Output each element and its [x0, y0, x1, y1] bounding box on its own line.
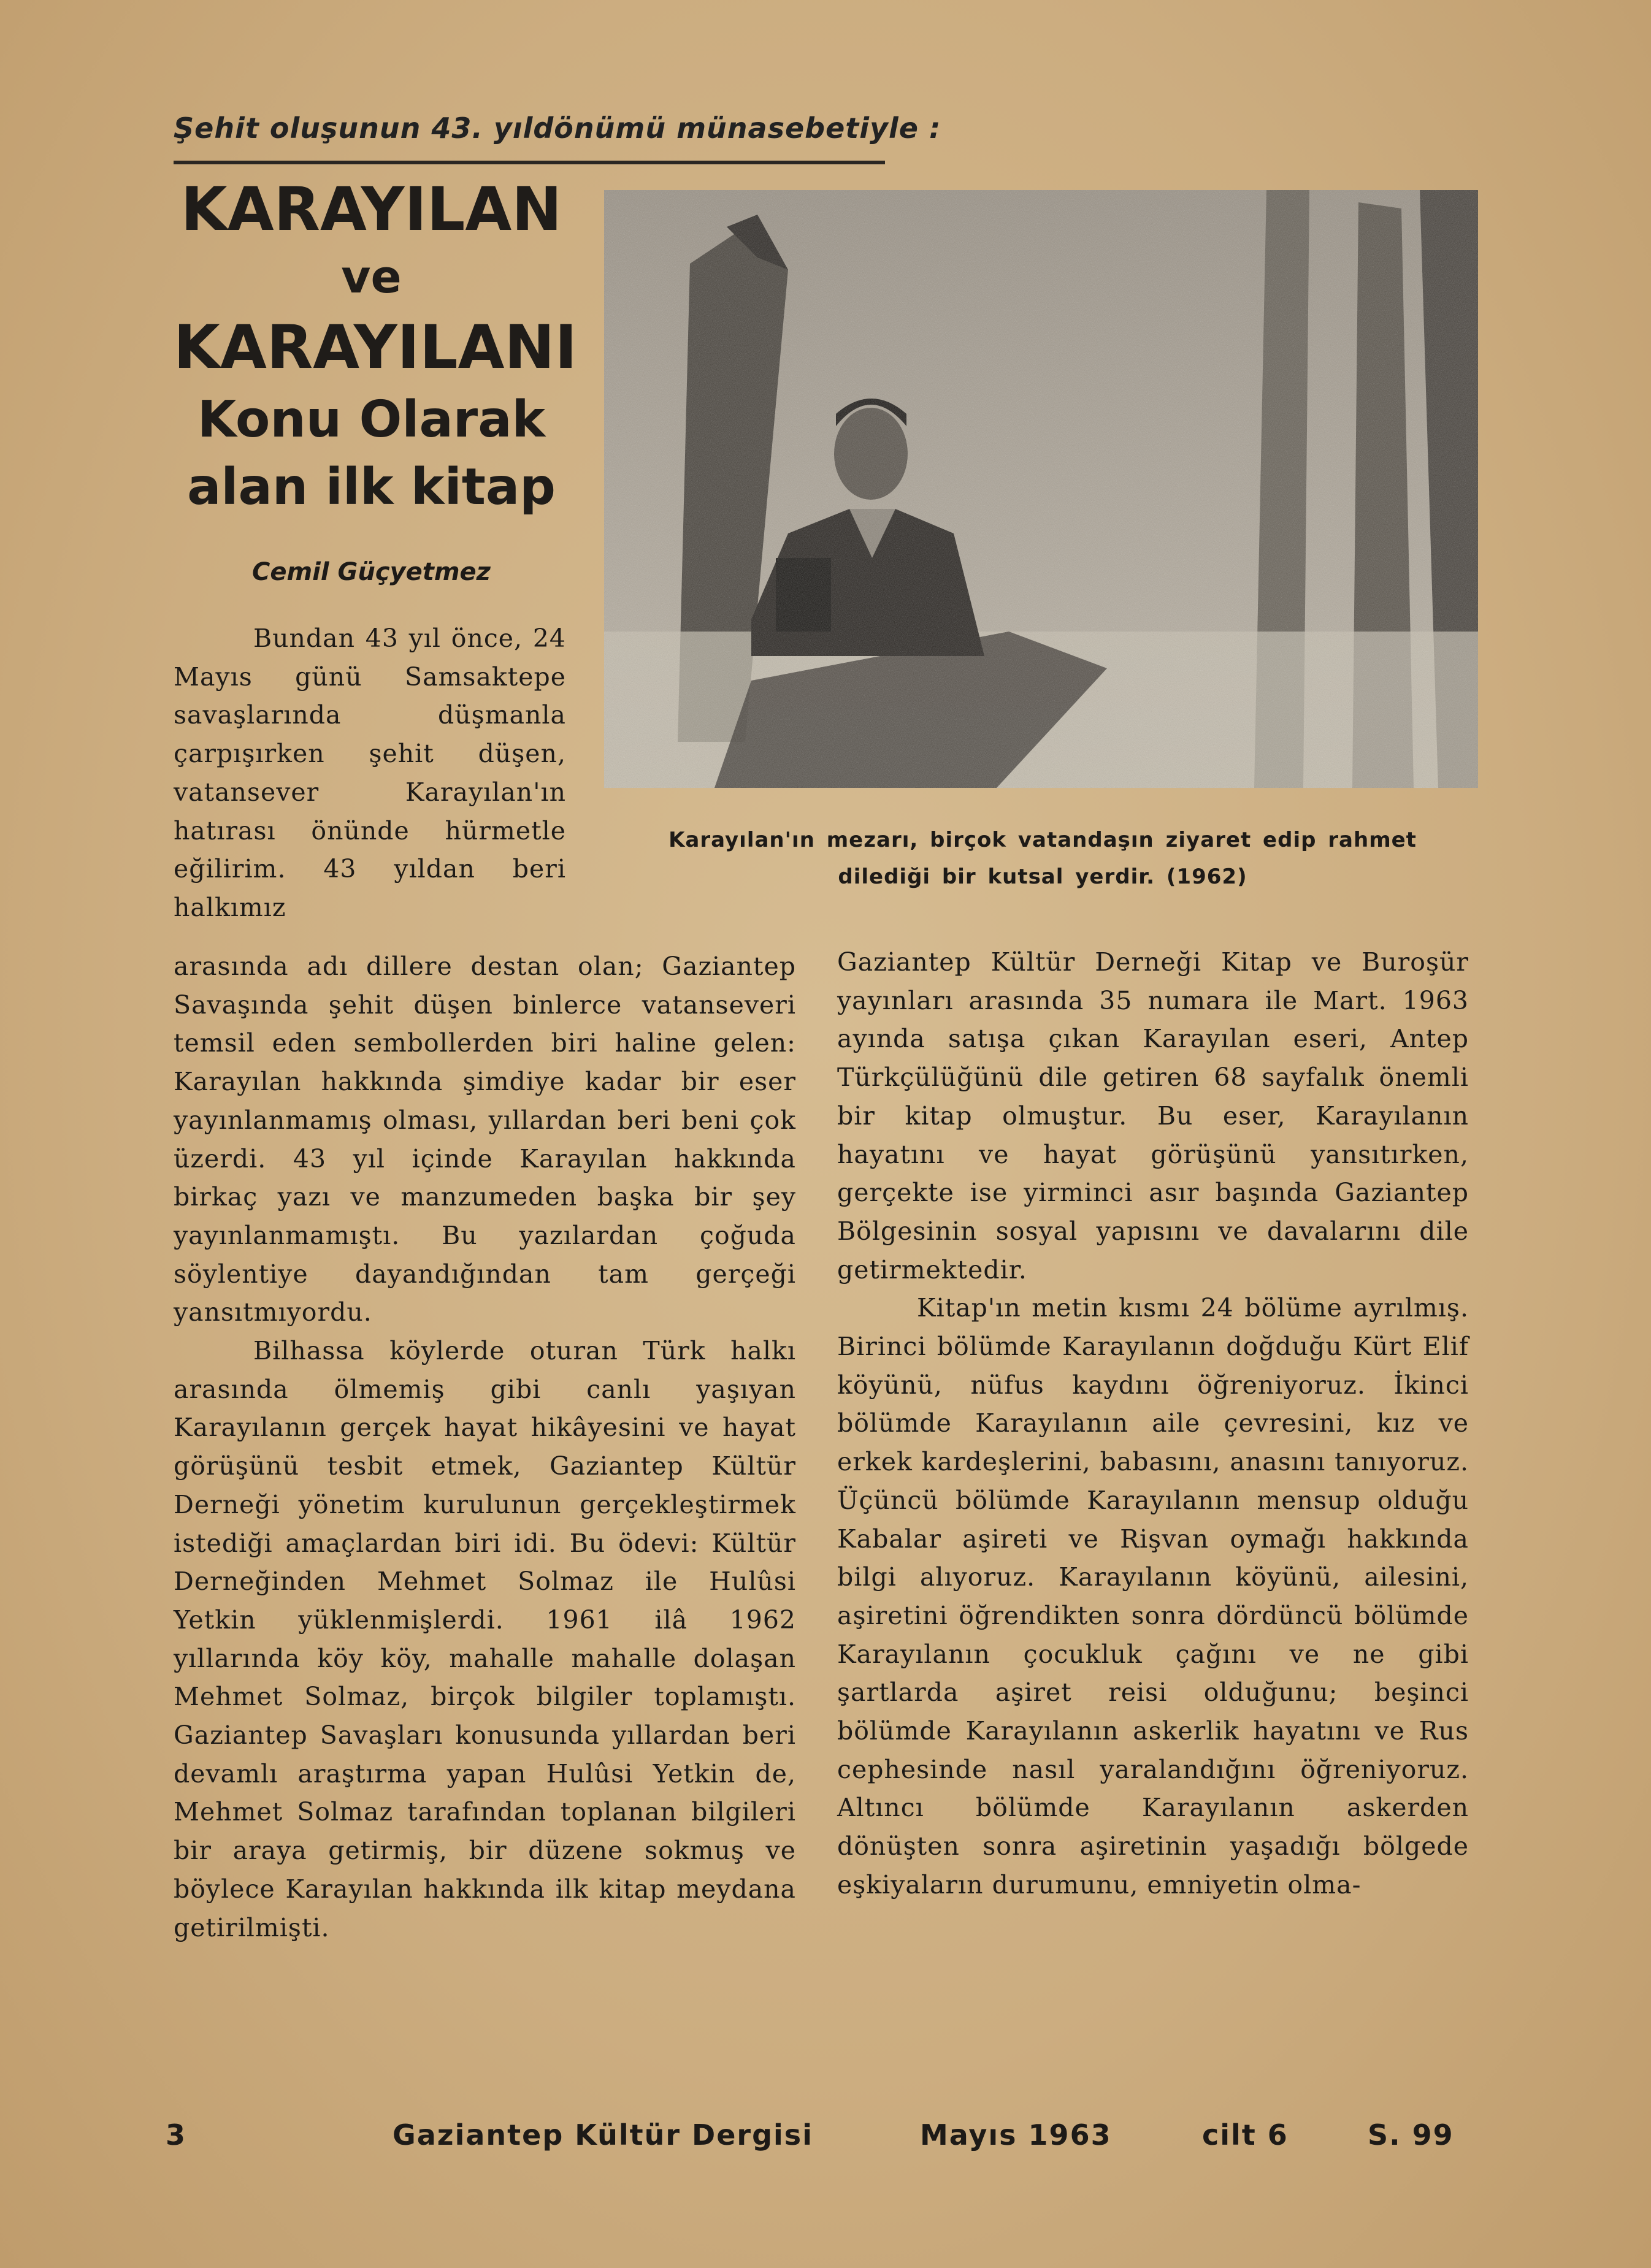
headline-line: ve [341, 251, 402, 304]
kicker-text: Şehit oluşunun 43. yıldönümü münasebetiyle : [174, 112, 941, 145]
page-number: 3 [166, 2118, 187, 2152]
photo-man-at-grave-icon [604, 190, 1478, 788]
intro-text: Bundan 43 yıl önce, 24 Mayıs günü Samsaktepe savaşlarında düşmanla çarpışırken şehit düşen, vatansever Karayılan'ın hatırası önünde hürmetle eğilirim. 43 yıldan beri halkımız [174, 624, 566, 922]
paragraph: Bilhassa köylerde oturan Türk halkı arasında ölmemiş gibi canlı yaşıyan Karayılanın gerçek hayat hikâyesini ve hayat görüşünü tesbit etmek, Gaziantep Kültür Derneği yönetim kurulunun gerçekleştirmek istediği amaçlardan biri idi. Bu ödevi: Kültür Derneğinden Mehmet Solmaz ile Hulûsi Yetkin yüklenmişlerdi. 1961 ilâ 1962 yıllarında köy köy, mahalle mahalle dolaşan Mehmet Solmaz, birçok bilgiler toplamıştı. Gaziantep Savaşları konusunda yıllardan beri devamlı araştırma yapan Hulûsi Yetkin de, Mehmet Solmaz tarafından toplanan bilgileri bir araya getirmiş, bir düzene sokmuş ve böylece Karayılan hakkında ilk kitap meydana getirilmişti. [174, 1336, 796, 1942]
kicker-rule [174, 161, 885, 164]
volume-label: cilt 6 [1202, 2118, 1289, 2152]
paragraph: arasında adı dillere destan olan; Gaziantep Savaşında şehit düşen binlerce vatanseveri temsil eden sembollerden biri haline gelen: Karayılan hakkında şimdiye kadar bir eser yayınlanmamış olması, yıllardan beri beni çok üzerdi. 43 yıl içinde Karayılan hakkında birkaç yazı ve manzumeden başka bir şey yayınlanmamıştı. Bu yazılardan çoğuda söylentiye dayandığından tam gerçeği yansıtmıyordu. [174, 952, 796, 1327]
photo-caption [668, 822, 1417, 895]
left-column [174, 947, 796, 1947]
issue-number: S. 99 [1368, 2118, 1454, 2152]
right-column [837, 943, 1469, 1904]
author-name: Cemil Güçyetmez [252, 558, 491, 586]
caption-line: Karayılan'ın mezarı, birçok vatandaşın ziyaret edip rahmet [668, 828, 1417, 852]
caption-line: dilediği bir kutsal yerdir. (1962) [838, 865, 1247, 889]
headline-line: alan ilk kitap [187, 458, 556, 516]
paragraph: Gaziantep Kültür Derneği Kitap ve Buroşür yayınları arasında 35 numara ile Mart. 1963 ayında satışa çıkan Karayılan eseri, Antep Türkçülüğünü dile getiren 68 sayfalık önemli bir kitap olmuştur. Bu eser, Karayılanın hayatını ve hayat görüşünü yansıtırken, gerçekte ise yirminci asır başında Gaziantep Bölgesinin sosyal yapısını ve davalarını dile getirmektedir. [837, 947, 1469, 1285]
journal-name: Gaziantep Kültür Dergisi [393, 2118, 813, 2152]
paragraph: Kitap'ın metin kısmı 24 bölüme ayrılmış. Birinci bölümde Karayılanın doğduğu Kürt Elif köyünü, nüfus kaydını öğreniyoruz. İkinci bölümde Karayılanın aile çevresini, kız ve erkek kardeşlerini, babasını, anasını tanıyoruz. Üçüncü bölümde Karayılanın mensup olduğu Kabalar aşireti ve Rişvan oymağı hakkında bilgi alıyoruz. Karayılanın köyünü, ailesini, aşiretini öğrendikten sonra dördüncü bölümde Karayılanın çocukluk çağını ve ne gibi şartlarda aşiret reisi olduğunu; beşinci bölümde Karayılanın askerlik hayatını ve Rus cephesinde nasıl yaralandığını öğreniyoruz. Altıncı bölümde Karayılanın askerden dönüşten sonra aşiretinin yaşadığı bölgede eşkiyaların durumunu, emniyetin olma- [837, 1293, 1469, 1900]
headline-line: KARAYILANI [174, 313, 577, 383]
headline [174, 175, 577, 521]
headline-line: Konu Olarak [197, 391, 546, 449]
page-footer [166, 2118, 1469, 2155]
headline-line: KARAYILAN [180, 175, 562, 245]
issue-date: Mayıs 1963 [920, 2118, 1112, 2152]
intro-paragraph [174, 619, 566, 927]
grave-photo [604, 190, 1478, 788]
